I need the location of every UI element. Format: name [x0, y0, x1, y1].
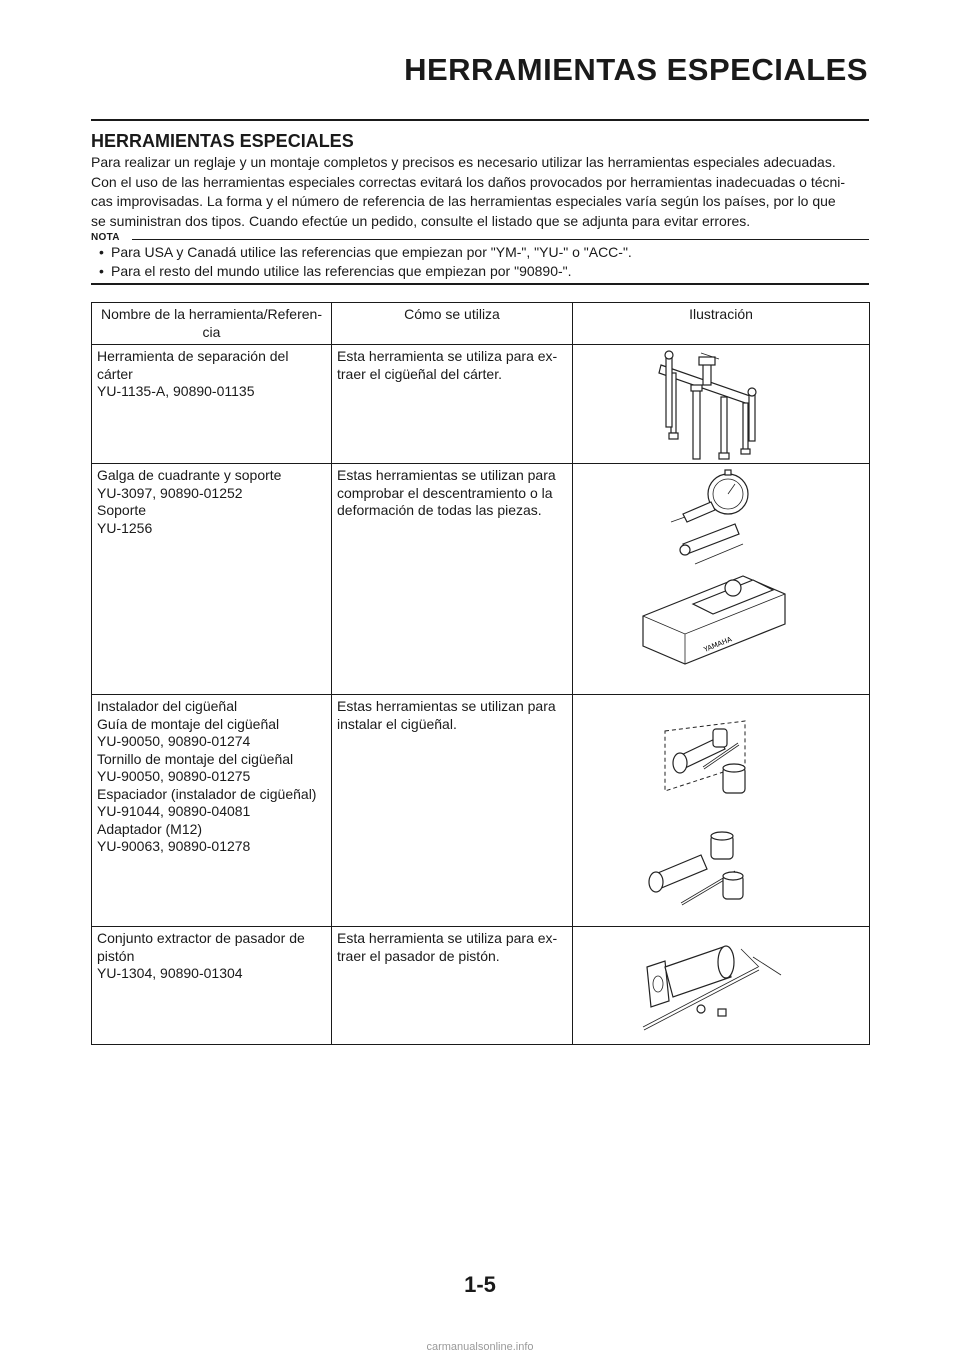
tool-name-line: Herramienta de separación del — [97, 348, 289, 364]
tool-name-line: Adaptador (M12) — [97, 820, 203, 837]
header-rule — [91, 119, 869, 121]
tool-ref-line: YU-1135-A, 90890-01135 — [97, 383, 255, 399]
tool-name-line: cárter — [97, 365, 133, 382]
tool-ref-line: YU-1256 — [97, 519, 153, 536]
tool-name-line: Conjunto extractor de pasador de — [97, 930, 305, 946]
tool-ref-line: YU-90063, 90890-01278 — [97, 838, 251, 854]
tool-name-line: Guía de montaje del cigüeñal — [97, 715, 280, 732]
usage-line: Estas herramientas se utilizan para — [337, 467, 556, 483]
header-usage: Cómo se utiliza — [332, 303, 573, 345]
tool-ref-line: YU-1304, 90890-01304 — [97, 965, 243, 981]
tool-name-cell — [92, 927, 332, 1045]
table-row — [92, 345, 870, 464]
crankshaft-installer-illustration — [573, 695, 869, 926]
usage-line: Esta herramienta se utiliza para ex- — [337, 348, 558, 364]
usage-line: comprobar el descentramiento o la — [337, 484, 553, 501]
illustration-cell — [573, 695, 870, 927]
intro-paragraph — [91, 153, 881, 231]
note-rule-bottom — [91, 283, 869, 285]
header-tool-name-line: cia — [202, 323, 221, 340]
note-item: • Para USA y Canadá utilice las referencias que empiezan por "YM-", "YU-" o "ACC-". — [91, 243, 632, 262]
usage-line: instalar el cigüeñal. — [337, 715, 457, 732]
header-illustration: Ilustración — [573, 303, 870, 345]
tool-name-line: pistón — [97, 947, 135, 964]
table-header-row — [92, 303, 870, 345]
intro-line: se suministran dos tipos. Cuando efectúe un pedido, consulte el listado que se adjunta para evitar errores. — [91, 212, 751, 229]
dial-gauge-illustration — [573, 464, 869, 694]
tool-usage-cell — [332, 927, 573, 1045]
usage-line: Esta herramienta se utiliza para ex- — [337, 930, 558, 946]
tool-name-cell — [92, 695, 332, 927]
usage-line: deformación de todas las piezas. — [337, 502, 542, 518]
watermark: carmanualsonline.info — [426, 1341, 534, 1353]
intro-line: cas improvisadas. La forma y el número de referencia de las herramientas especiales varía según los países, por lo que — [91, 193, 836, 209]
page-header-title: HERRAMIENTAS ESPECIALES — [404, 52, 868, 87]
tool-name-line: Instalador del cigüeñal — [97, 698, 238, 714]
tool-usage-cell — [332, 464, 573, 695]
page-number: 1-5 — [464, 1272, 496, 1297]
tool-name-cell — [92, 464, 332, 695]
tool-ref-line: YU-90050, 90890-01274 — [97, 733, 251, 749]
svg-text:YAMAHA: YAMAHA — [702, 635, 734, 654]
tool-usage-cell — [332, 695, 573, 927]
illustration-cell — [573, 464, 870, 695]
tool-ref-line: YU-91044, 90890-04081 — [97, 803, 251, 819]
crankcase-separator-illustration — [573, 345, 869, 463]
tool-ref-line: YU-3097, 90890-01252 — [97, 484, 243, 501]
table-row — [92, 927, 870, 1045]
section-title: HERRAMIENTAS ESPECIALES — [91, 131, 354, 151]
intro-line: Con el uso de las herramientas especiales correctas evitará los daños provocados por herramientas inadecuadas o técni- — [91, 173, 846, 190]
table-row — [92, 464, 870, 695]
tool-name-cell — [92, 345, 332, 464]
intro-line: Para realizar un reglaje y un montaje completos y precisos es necesario utilizar las herramientas especiales adecuadas. — [91, 154, 836, 170]
illustration-cell — [573, 927, 870, 1045]
note-rule-top — [132, 239, 869, 240]
tool-ref-line: YU-90050, 90890-01275 — [97, 768, 251, 784]
usage-line: Estas herramientas se utilizan para — [337, 698, 556, 714]
table-row — [92, 695, 870, 927]
piston-pin-puller-illustration — [573, 927, 869, 1044]
special-tools-table — [91, 302, 870, 1045]
illustration-cell — [573, 345, 870, 464]
usage-line: traer el cigüeñal del cárter. — [337, 365, 502, 382]
note-list — [91, 243, 632, 281]
tool-name-line: Soporte — [97, 502, 147, 518]
note-label: NOTA — [91, 232, 120, 243]
tool-name-line: Espaciador (instalador de cigüeñal) — [97, 785, 317, 802]
header-tool-name — [92, 303, 332, 345]
usage-line: traer el pasador de pistón. — [337, 947, 500, 964]
tool-usage-cell — [332, 345, 573, 464]
tool-name-line: Galga de cuadrante y soporte — [97, 467, 282, 483]
header-tool-name-line: Nombre de la herramienta/Referen- — [101, 306, 322, 322]
note-item: • Para el resto del mundo utilice las referencias que empiezan por "90890-". — [91, 262, 632, 281]
tool-name-line: Tornillo de montaje del cigüeñal — [97, 750, 294, 767]
